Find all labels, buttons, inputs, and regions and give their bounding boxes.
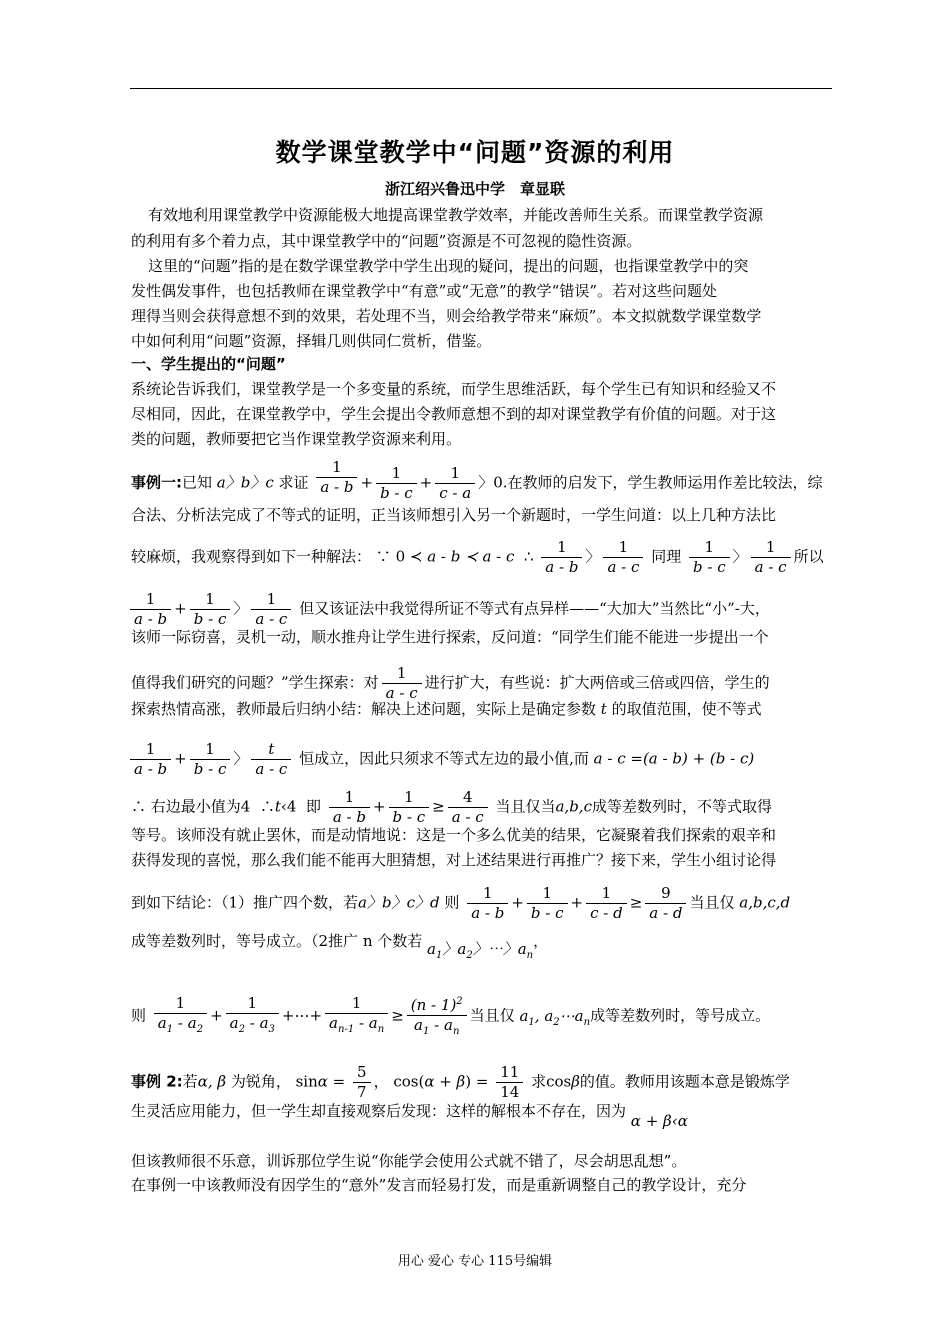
paragraph-line: 成等差数列时，等号成立。（2推广 n 个数若 $a_1$〉$a_2$〉⋯〉$a_n$， bbox=[131, 932, 549, 961]
fraction: $\frac{1}{a_2 - a_3}$ bbox=[226, 994, 279, 1039]
fraction: $\frac{1}{a - c}$ bbox=[251, 590, 291, 629]
fraction: $\frac{1}{a - b}$ bbox=[329, 788, 370, 827]
paragraph-line: 到如下结论：（1）推广四个数，若a〉b〉c〉d 则 $\frac{1}{a - b}$ + $\frac{1}{b - c}$ + $\frac{1}{c - d}$ ≥ $\frac{9}{a - d}$ 当且仅 a,b,c,d bbox=[131, 884, 791, 922]
fraction: $\frac{1}{b - c}$ bbox=[527, 884, 568, 923]
paragraph-line: 有效地利用课堂教学中资源能极大地提高课堂教学效率，并能改善师生关系。而课堂教学资源 bbox=[148, 206, 764, 224]
header-rule bbox=[130, 88, 832, 89]
paragraph-line: 类的问题，教师要把它当作课堂教学资源来利用。 bbox=[131, 430, 462, 448]
fraction: $\frac{1}{a - b}$ bbox=[130, 740, 171, 779]
page-title: 数学课堂教学中“问题”资源的利用 bbox=[275, 138, 675, 167]
fraction: $\frac{1}{b - c}$ bbox=[376, 464, 417, 503]
paragraph-line: 但该教师很不乐意，训诉那位学生说“你能学会使用公式就不错了，尽会胡思乱想”。 bbox=[131, 1152, 687, 1170]
paragraph-line: 探索热情高涨，教师最后归纳小结：解决上述问题，实际上是确定参数 t 的取值范围，使不等式 bbox=[131, 700, 762, 718]
paragraph-line: 获得发现的喜悦，那么我们能不能再大胆猜想，对上述结果进行再推广？接下来，学生小组讨论得 bbox=[131, 851, 777, 869]
fraction: $\frac{1}{a_1 - a_2}$ bbox=[154, 994, 207, 1039]
math-expr: a〉b〉c bbox=[216, 473, 274, 492]
paragraph-line: 值得我们研究的问题？”学生探索：对 $\frac{1}{a - c}$ 进行扩大，有些说：扩大两倍或三倍或四倍，学生的 bbox=[131, 664, 770, 702]
paragraph-line: 等号。该师没有就止罢休，而是动情地说：这是一个多么优美的结果，它凝聚着我们探索的艰辛和 bbox=[131, 826, 777, 844]
fraction: $\frac{11}{14}$ bbox=[496, 1063, 523, 1102]
paragraph-line: 这里的“问题”指的是在数学课堂教学中学生出现的疑问，提出的问题，也指课堂教学中的突 bbox=[148, 257, 749, 275]
fraction: $\frac{1}{a - b}$ bbox=[130, 590, 171, 629]
example1-line: 事例一:已知 a〉b〉c 求证 $\frac{1}{a - b}$ + $\frac{1}{b - c}$ + $\frac{1}{c - a}$ 〉0.在教师的启发下，学生教师运用作差比较法，综 bbox=[131, 458, 823, 502]
page-footer: 用心 爱心 专心 115号编辑 bbox=[397, 1254, 553, 1269]
fraction: $\frac{1}{b - c}$ bbox=[389, 788, 430, 827]
paragraph-line: 在事例一中该教师没有因学生的“意外”发言而轻易打发，而是重新调整自己的教学设计，充分 bbox=[131, 1176, 747, 1194]
fraction: $\frac{9}{a - d}$ bbox=[645, 884, 686, 923]
paragraph-line: 较麻烦，我观察得到如下一种解法： ∵ 0 ≺ a - b ≺ a - c ∴ $\frac{1}{a - b}$ 〉 $\frac{1}{a - c}$ 同理 $\frac{1}{b - c}$ 〉 $\frac{1}{a - c}$ 所以 bbox=[131, 538, 824, 576]
section-heading: 一、学生提出的“问题” bbox=[131, 355, 286, 373]
paragraph-line: 则 $\frac{1}{a_1 - a_2}$ + $\frac{1}{a_2 - a_3}$ +⋯+ $\frac{1}{a_{n-1} - a_n}$ ≥ $\frac{(n - 1)^2}{a_1 - a_n}$ 当且仅 $a_1$, $a_2\cdots a_n$成等差数列时，等号成立。 bbox=[131, 992, 770, 1041]
paragraph-line: 系统论告诉我们，课堂教学是一个多变量的系统，而学生思维活跃，每个学生已有知识和经验又不 bbox=[131, 380, 777, 398]
fraction: $\frac{1}{b - c}$ bbox=[190, 590, 231, 629]
fraction: $\frac{1}{a_{n-1} - a_n}$ bbox=[325, 994, 388, 1039]
paragraph-line: 该师一际窃喜，灵机一动，顺水推舟让学生进行探索，反问道：“同学生们能不能进一步提出一个 bbox=[131, 628, 769, 646]
fraction: $\frac{1}{b - c}$ bbox=[190, 740, 231, 779]
fraction: $\frac{4}{a - c}$ bbox=[448, 788, 488, 827]
fraction: $\frac{1}{c - a}$ bbox=[435, 464, 475, 503]
fraction: $\frac{1}{c - d}$ bbox=[586, 884, 627, 923]
example-label: 事例一: bbox=[131, 473, 182, 492]
paragraph-line: $\frac{1}{a - b}$ + $\frac{1}{b - c}$ 〉 $\frac{1}{a - c}$ 但又该证法中我觉得所证不等式有点异样——“大加大”当然比“小”-大， bbox=[127, 590, 770, 629]
paragraph-line: 发性偶发事件，也包括教师在课堂教学中“有意”或“无意”的教学“错误”。若对这些问题处 bbox=[131, 282, 718, 300]
paragraph-line: $\frac{1}{a - b}$ + $\frac{1}{b - c}$ 〉 $\frac{t}{a - c}$ 恒成立，因此只须求不等式左边的最小值,而 a - c =(a - b) + (b - c) bbox=[127, 740, 754, 779]
paragraph-line: 生灵活应用能力，但一学生却直接观察后发现：这样的解根本不存在，因为 α + β‹α bbox=[131, 1102, 688, 1130]
fraction: $\frac{1}{b - c}$ bbox=[689, 538, 730, 577]
fraction: $\frac{5}{7}$ bbox=[353, 1063, 371, 1102]
fraction: $\frac{1}{a - c}$ bbox=[603, 538, 643, 577]
fraction: $\frac{(n - 1)^2}{a_1 - a_n}$ bbox=[407, 992, 467, 1041]
author-line: 浙江绍兴鲁迅中学 章显联 bbox=[384, 180, 565, 198]
paragraph-line: 中如何利用“问题”资源，择辑几则供同仁赏析，借鉴。 bbox=[131, 332, 492, 350]
paragraph-line: 的利用有多个着力点，其中课堂教学中的“问题”资源是不可忽视的隐性资源。 bbox=[131, 232, 642, 250]
fraction: $\frac{1}{a - b}$ bbox=[541, 538, 582, 577]
fraction: $\frac{1}{a - c}$ bbox=[751, 538, 791, 577]
paragraph-line: 尽相同，因此，在课堂教学中，学生会提出令教师意想不到的却对课堂教学有价值的问题。对于这 bbox=[131, 405, 777, 423]
paragraph-line: ∴ 右边最小值为4 ∴t‹4 即 $\frac{1}{a - b}$ + $\frac{1}{b - c}$ ≥ $\frac{4}{a - c}$ 当且仅当a,b,c成等差数列时，不等式取得 bbox=[131, 788, 772, 826]
fraction: $\frac{1}{a - b}$ bbox=[316, 458, 357, 497]
example-label: 事例 2: bbox=[131, 1072, 183, 1091]
paragraph-line: 理得当则会获得意想不到的效果，若处理不当，则会给教学带来“麻烦”。本文拟就数学课堂数学 bbox=[131, 307, 762, 325]
example2-line: 事例 2:若α, β 为锐角， sinα = $\frac{5}{7}$ ， cos(α + β) = $\frac{11}{14}$ 求cosβ的值。教师用该题本意是锻炼学 bbox=[131, 1063, 790, 1101]
fraction: $\frac{1}{a - c}$ bbox=[382, 664, 422, 703]
fraction: $\frac{1}{a - b}$ bbox=[467, 884, 508, 923]
paragraph-line: 合法、分析法完成了不等式的证明，正当该师想引入另一个新题时，一学生问道：以上几种方法比 bbox=[131, 506, 777, 524]
fraction: $\frac{t}{a - c}$ bbox=[251, 740, 291, 779]
